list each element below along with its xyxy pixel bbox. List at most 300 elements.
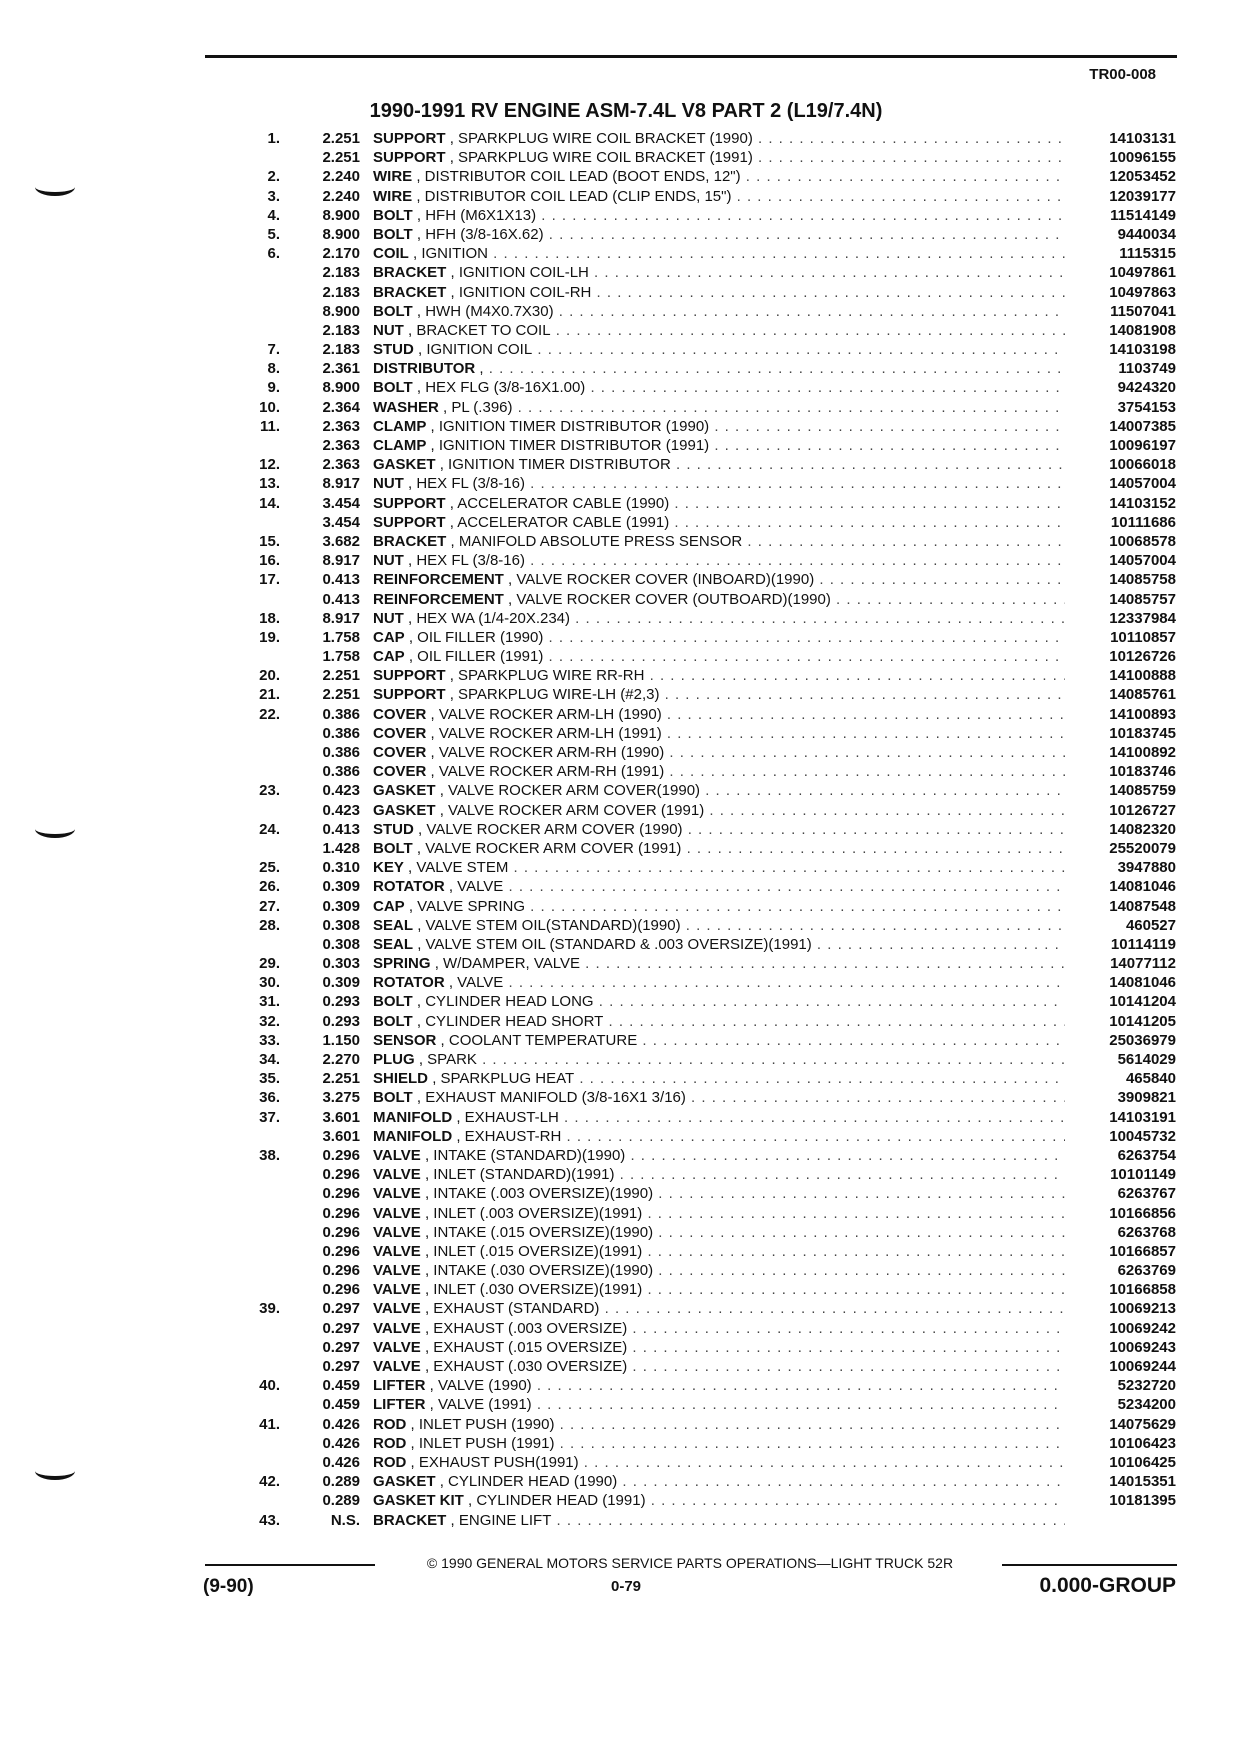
parts-row [0, 532, 1252, 551]
reference-number: 40. [259, 1377, 280, 1395]
part-name: SHIELD [373, 1070, 429, 1088]
part-number: 12039177 [1109, 187, 1176, 205]
group-number: 3.275 [322, 1089, 360, 1107]
part-detail: , VALVE ROCKER ARM COVER (1991) [416, 839, 682, 857]
footer-rule-left [205, 1564, 375, 1566]
part-name: BOLT [373, 302, 413, 320]
part-description [373, 1376, 1065, 1395]
part-name: VALVE [373, 1185, 421, 1203]
part-detail: , EXHAUST (.015 OVERSIZE) [424, 1338, 628, 1356]
reference-number: 8. [267, 360, 280, 378]
group-number: 0.413 [322, 590, 360, 608]
group-number: 0.297 [322, 1358, 360, 1375]
group-number: 0.310 [322, 859, 360, 877]
part-description [373, 705, 1065, 724]
part-name: GASKET [373, 456, 436, 474]
part-description [373, 1395, 1065, 1414]
part-name: SUPPORT [373, 130, 446, 147]
part-description [373, 973, 1065, 992]
part-number: 10497863 [1109, 283, 1176, 301]
part-description [373, 1069, 1065, 1088]
part-detail: , INLET PUSH (1990) [410, 1415, 555, 1433]
part-name: LIFTER [373, 1396, 426, 1414]
reference-number: 1. [267, 130, 280, 147]
reference-number: 37. [259, 1108, 280, 1126]
parts-row [0, 743, 1252, 762]
group-number: 0.297 [322, 1300, 360, 1318]
part-number: 10106425 [1109, 1453, 1176, 1471]
part-name: SEAL [373, 916, 414, 934]
part-detail: , CYLINDER HEAD SHORT [416, 1012, 604, 1030]
part-number: 6263769 [1117, 1262, 1176, 1280]
group-number: 0.426 [322, 1415, 360, 1433]
reference-number: 9. [267, 379, 280, 397]
part-detail: , HEX FL (3/8-16) [408, 475, 525, 493]
group-number: 2.240 [322, 187, 360, 205]
parts-row [0, 513, 1252, 532]
parts-row [0, 244, 1252, 263]
part-description [373, 417, 1065, 436]
part-number: 10106423 [1109, 1434, 1176, 1452]
part-name: VALVE [373, 1300, 421, 1318]
part-description [373, 378, 1065, 397]
group-number: 2.251 [322, 1070, 360, 1088]
part-number: 10141204 [1109, 993, 1176, 1011]
part-name: CAP [373, 648, 405, 666]
group-number: 3.454 [322, 494, 360, 512]
group-number: 2.251 [322, 130, 360, 147]
part-detail: , ACCELERATOR CABLE (1991) [449, 513, 670, 531]
part-name: ROD [373, 1415, 407, 1433]
group-number: 0.296 [322, 1185, 360, 1203]
parts-row [0, 340, 1252, 359]
part-number: 10069244 [1109, 1358, 1176, 1375]
group-number: 8.900 [322, 206, 360, 224]
part-number: 3909821 [1117, 1089, 1176, 1107]
parts-row [0, 1472, 1252, 1491]
reference-number: 14. [259, 494, 280, 512]
part-number: 10045732 [1109, 1127, 1176, 1145]
part-number: 11507041 [1110, 302, 1176, 320]
parts-row [0, 1184, 1252, 1203]
part-name: SUPPORT [373, 149, 446, 167]
reference-number: 38. [259, 1146, 280, 1164]
group-number: 3.601 [322, 1108, 360, 1126]
part-description [373, 762, 1065, 781]
parts-row [0, 1146, 1252, 1165]
group-number: 2.364 [322, 398, 360, 416]
part-name: VALVE [373, 1262, 421, 1280]
part-number: 465840 [1125, 1070, 1176, 1088]
parts-row [0, 436, 1252, 455]
part-detail: , VALVE ROCKER ARM-LH (1990) [430, 705, 662, 723]
parts-row [0, 762, 1252, 781]
part-detail: , EXHAUST (STANDARD) [424, 1300, 600, 1318]
part-detail: , SPARKPLUG WIRE COIL BRACKET (1991) [449, 149, 753, 167]
parts-row [0, 1204, 1252, 1223]
group-number: 0.297 [322, 1338, 360, 1356]
part-detail: , VALVE ROCKER ARM-RH (1990) [430, 744, 665, 761]
part-number: 6263768 [1117, 1223, 1176, 1241]
part-number: 6263767 [1117, 1185, 1176, 1203]
part-number: 10183745 [1109, 724, 1176, 742]
parts-row [0, 973, 1252, 992]
part-detail: , IGNITION [413, 245, 489, 263]
part-description [373, 263, 1065, 282]
part-name: GASKET [373, 801, 436, 819]
reference-number: 32. [259, 1012, 280, 1030]
part-description [373, 398, 1065, 417]
part-description [373, 187, 1065, 206]
part-detail: , VALVE STEM OIL(STANDARD)(1990) [417, 916, 681, 934]
part-description [373, 897, 1065, 916]
parts-row [0, 1491, 1252, 1510]
part-number: 5614029 [1117, 1051, 1176, 1068]
parts-row [0, 839, 1252, 858]
part-detail: , VALVE (1991) [429, 1396, 532, 1414]
part-name: DISTRIBUTOR [373, 360, 476, 378]
parts-row [0, 705, 1252, 724]
parts-row [0, 801, 1252, 820]
parts-row [0, 1511, 1252, 1530]
part-number: 10183746 [1109, 763, 1176, 781]
reference-number: 28. [259, 916, 280, 934]
part-name: NUT [373, 552, 404, 570]
part-number: 10101149 [1110, 1166, 1176, 1184]
parts-row [0, 897, 1252, 916]
reference-number: 43. [259, 1511, 280, 1529]
part-number: 14085759 [1109, 782, 1176, 800]
part-number: 14081908 [1109, 321, 1176, 339]
part-name: VALVE [373, 1338, 421, 1356]
part-number: 1103749 [1118, 360, 1176, 378]
reference-number: 42. [259, 1473, 280, 1491]
part-name: CAP [373, 628, 405, 646]
reference-number: 21. [259, 686, 280, 704]
parts-row [0, 359, 1252, 378]
reference-number: 27. [259, 897, 280, 915]
part-name: COIL [373, 245, 409, 263]
part-name: BRACKET [373, 532, 447, 550]
parts-row [0, 187, 1252, 206]
part-name: GASKET [373, 782, 436, 800]
group-number: 0.296 [322, 1166, 360, 1184]
part-description [373, 1415, 1065, 1434]
part-description [373, 1472, 1065, 1491]
parts-row [0, 628, 1252, 647]
reference-number: 16. [259, 552, 280, 570]
parts-row [0, 570, 1252, 589]
reference-number: 26. [259, 878, 280, 896]
part-name: BOLT [373, 225, 413, 243]
part-detail: , CYLINDER HEAD (1990) [439, 1473, 618, 1491]
parts-row [0, 225, 1252, 244]
part-detail: , SPARKPLUG WIRE RR-RH [449, 667, 645, 685]
group-number: 0.303 [322, 955, 360, 973]
group-number: 2.183 [322, 341, 360, 359]
part-description [373, 1242, 1065, 1261]
group-number: 8.917 [322, 552, 360, 570]
part-description [373, 1108, 1065, 1127]
part-detail: , IGNITION COIL-RH [450, 283, 592, 301]
part-name: MANIFOLD [373, 1108, 453, 1126]
part-detail: , IGNITION TIMER DISTRIBUTOR (1990) [430, 417, 710, 435]
part-name: LIFTER [373, 1377, 426, 1395]
part-number: 10066018 [1109, 456, 1176, 474]
group-number: 3.601 [322, 1127, 360, 1145]
parts-row [0, 551, 1252, 570]
part-name: WASHER [373, 398, 439, 416]
part-number: 25520079 [1109, 839, 1176, 857]
part-name: COVER [373, 705, 427, 723]
part-description [373, 302, 1065, 321]
part-description [373, 167, 1065, 186]
part-detail: , INLET (.015 OVERSIZE)(1991) [424, 1242, 643, 1260]
part-name: CLAMP [373, 417, 427, 435]
part-detail: , OIL FILLER (1991) [408, 648, 544, 666]
reference-number: 2. [267, 168, 280, 186]
part-number: 10069242 [1109, 1319, 1176, 1337]
group-number: 2.183 [322, 264, 360, 282]
part-name: COVER [373, 724, 427, 742]
reference-number: 13. [259, 475, 280, 493]
reference-number: 35. [259, 1070, 280, 1088]
part-description [373, 1280, 1065, 1299]
parts-row [0, 1165, 1252, 1184]
part-detail: , SPARKPLUG WIRE-LH (#2,3) [449, 686, 660, 704]
part-name: VALVE [373, 1242, 421, 1260]
group-number: 0.386 [322, 705, 360, 723]
parts-row [0, 1434, 1252, 1453]
parts-row [0, 590, 1252, 609]
part-detail: , HFH (3/8-16X.62) [416, 225, 544, 243]
group-number: 0.413 [322, 571, 360, 589]
part-detail: , ENGINE LIFT [450, 1511, 552, 1529]
part-name: NUT [373, 609, 404, 627]
part-description [373, 685, 1065, 704]
group-number: 3.454 [322, 513, 360, 531]
reference-number: 33. [259, 1031, 280, 1049]
top-rule [205, 55, 1177, 58]
part-number: 10114119 [1110, 935, 1176, 953]
group-number: 0.386 [322, 763, 360, 781]
part-detail: , EXHAUST (.003 OVERSIZE) [424, 1319, 628, 1337]
part-description [373, 647, 1065, 666]
part-description [373, 743, 1065, 762]
group-number: 0.426 [322, 1434, 360, 1452]
group-number: 0.423 [322, 801, 360, 819]
part-number: 14007385 [1109, 417, 1176, 435]
group-number: 0.308 [322, 935, 360, 953]
part-name: REINFORCEMENT [373, 590, 504, 608]
footer-rule-right [1002, 1564, 1177, 1566]
group-number: 2.363 [322, 437, 360, 454]
part-description [373, 1299, 1065, 1318]
part-description [373, 474, 1065, 493]
part-description [373, 1223, 1065, 1242]
group-number: 2.363 [322, 417, 360, 435]
part-description [373, 455, 1065, 474]
part-number: 14103131 [1109, 130, 1176, 147]
part-detail: , VALVE ROCKER ARM COVER (1991) [439, 801, 705, 819]
group-number: 0.296 [322, 1242, 360, 1260]
parts-row [0, 1376, 1252, 1395]
group-number: 8.900 [322, 379, 360, 397]
part-name: STUD [373, 820, 414, 838]
part-description [373, 283, 1065, 302]
parts-row [0, 398, 1252, 417]
part-description [373, 129, 1065, 148]
parts-row [0, 858, 1252, 877]
part-name: WIRE [373, 187, 413, 205]
part-number: 3947880 [1117, 859, 1176, 877]
part-description [373, 1127, 1065, 1146]
part-number: 14075629 [1109, 1415, 1176, 1433]
part-description [373, 1050, 1065, 1069]
reference-number: 25. [259, 859, 280, 877]
parts-row [0, 724, 1252, 743]
group-number: 1.150 [322, 1031, 360, 1049]
group-number: 0.293 [322, 993, 360, 1011]
part-description [373, 1146, 1065, 1165]
part-number: 10068578 [1109, 532, 1176, 550]
group-number: 0.459 [322, 1396, 360, 1414]
part-detail: , IGNITION TIMER DISTRIBUTOR (1991) [430, 437, 710, 454]
parts-row [0, 378, 1252, 397]
reference-number: 36. [259, 1089, 280, 1107]
group-number: 2.363 [322, 456, 360, 474]
part-description [373, 1165, 1065, 1184]
parts-row [0, 417, 1252, 436]
parts-row [0, 455, 1252, 474]
part-description [373, 724, 1065, 743]
part-description [373, 1012, 1065, 1031]
part-description [373, 244, 1065, 263]
parts-row [0, 647, 1252, 666]
group-number: 0.296 [322, 1146, 360, 1164]
parts-row [0, 820, 1252, 839]
part-description [373, 1338, 1065, 1357]
part-detail: , COOLANT TEMPERATURE [440, 1031, 638, 1049]
group-number: 0.308 [322, 916, 360, 934]
part-detail: , EXHAUST MANIFOLD (3/8-16X1 3/16) [416, 1089, 686, 1107]
part-number: 14081046 [1109, 974, 1176, 992]
part-detail: , VALVE (1990) [429, 1377, 532, 1395]
reference-number: 30. [259, 974, 280, 992]
part-name: COVER [373, 763, 427, 781]
group-number: 0.459 [322, 1377, 360, 1395]
parts-row [0, 148, 1252, 167]
parts-row [0, 1012, 1252, 1031]
part-number: 14103198 [1109, 341, 1176, 359]
part-number: 3754153 [1117, 398, 1176, 416]
group-number: 2.170 [322, 245, 360, 263]
part-number: 14057004 [1109, 475, 1176, 493]
parts-row [0, 494, 1252, 513]
reference-number: 10. [259, 398, 280, 416]
part-description [373, 992, 1065, 1011]
group-number: 2.251 [322, 149, 360, 167]
part-detail: , VALVE [448, 878, 504, 896]
part-number: 10166857 [1109, 1242, 1176, 1260]
footer-group: 0.000-GROUP [1039, 1574, 1176, 1597]
part-description [373, 781, 1065, 800]
parts-row [0, 283, 1252, 302]
part-detail: , EXHAUST PUSH(1991) [410, 1453, 579, 1471]
part-number: 14057004 [1109, 552, 1176, 570]
group-number: 2.251 [322, 667, 360, 685]
parts-row [0, 916, 1252, 935]
part-number: 14103191 [1109, 1108, 1176, 1126]
part-number: 10497861 [1109, 264, 1176, 282]
part-detail: , VALVE ROCKER ARM-LH (1991) [430, 724, 662, 742]
part-description [373, 1184, 1065, 1203]
group-number: 8.917 [322, 609, 360, 627]
part-description [373, 359, 1065, 378]
part-number: 10096155 [1109, 149, 1176, 167]
part-detail: , HWH (M4X0.7X30) [416, 302, 554, 320]
part-name: SEAL [373, 935, 414, 953]
part-name: VALVE [373, 1223, 421, 1241]
parts-row [0, 1031, 1252, 1050]
part-detail: , CYLINDER HEAD LONG [416, 993, 594, 1011]
part-detail: , INLET PUSH (1991) [410, 1434, 555, 1452]
parts-row [0, 1395, 1252, 1414]
part-number: 10181395 [1109, 1492, 1176, 1510]
part-number: 14100893 [1109, 705, 1176, 723]
parts-row [0, 1338, 1252, 1357]
part-number: 10110857 [1110, 628, 1176, 646]
part-detail: , W/DAMPER, VALVE [434, 955, 580, 973]
part-name: BOLT [373, 1089, 413, 1107]
part-name: SUPPORT [373, 513, 446, 531]
parts-row [0, 321, 1252, 340]
part-number: 14100892 [1109, 744, 1176, 761]
part-name: BRACKET [373, 1511, 447, 1529]
part-detail: , [479, 360, 484, 378]
part-detail: , EXHAUST-LH [456, 1108, 559, 1126]
part-name: BOLT [373, 206, 413, 224]
part-detail: , SPARKPLUG WIRE COIL BRACKET (1990) [449, 130, 753, 147]
part-name: GASKET KIT [373, 1492, 464, 1510]
parts-row [0, 1453, 1252, 1472]
part-detail: , VALVE STEM OIL (STANDARD & .003 OVERSIZE)(1991) [417, 935, 812, 953]
part-description [373, 1031, 1065, 1050]
group-number: 8.917 [322, 475, 360, 493]
part-description [373, 1261, 1065, 1280]
part-description [373, 858, 1065, 877]
part-number: 14081046 [1109, 878, 1176, 896]
part-name: BOLT [373, 839, 413, 857]
part-number: 10166858 [1109, 1281, 1176, 1299]
part-name: VALVE [373, 1319, 421, 1337]
reference-number: 18. [259, 609, 280, 627]
part-name: BOLT [373, 993, 413, 1011]
reference-number: 7. [267, 341, 280, 359]
part-name: STUD [373, 341, 414, 359]
part-detail: , VALVE ROCKER ARM COVER (1990) [418, 820, 683, 838]
part-name: GASKET [373, 1473, 436, 1491]
part-detail: , VALVE ROCKER COVER (INBOARD)(1990) [508, 571, 815, 589]
part-detail: , HEX FL (3/8-16) [408, 552, 525, 570]
part-detail: , INLET (.030 OVERSIZE)(1991) [424, 1281, 643, 1299]
group-number: 0.297 [322, 1319, 360, 1337]
part-name: BOLT [373, 379, 413, 397]
group-number: 0.293 [322, 1012, 360, 1030]
part-description [373, 321, 1065, 340]
group-number: 0.289 [322, 1473, 360, 1491]
group-number: 2.270 [322, 1051, 360, 1068]
